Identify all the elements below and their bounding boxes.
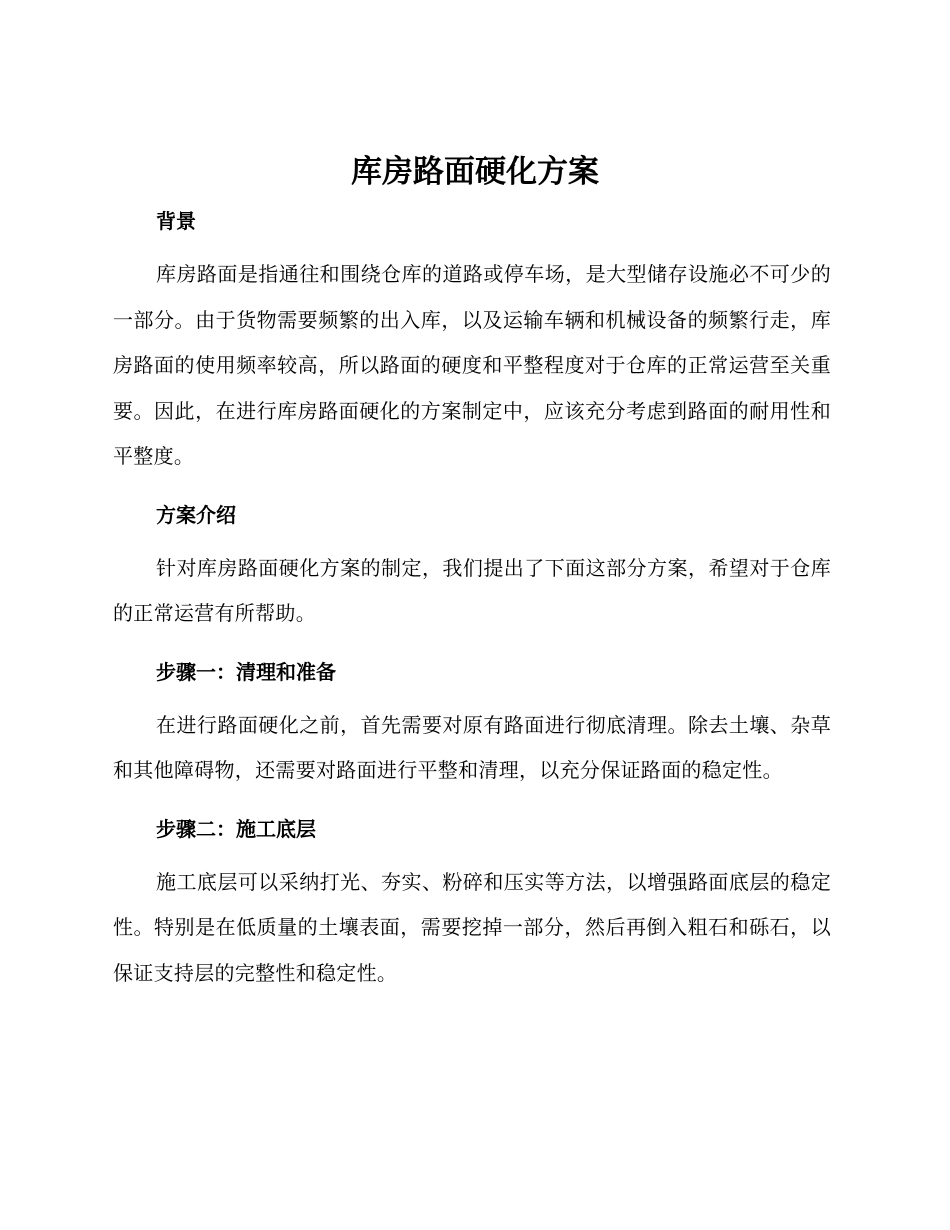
section-heading: 步骤二：施工底层 bbox=[156, 816, 316, 841]
section-paragraph: 库房路面是指通往和围绕仓库的道路或停车场，是大型储存设施必不可少的一部分。由于货物需要频繁的出入库，以及运输车辆和机械设备的频繁行走，库房路面的使用频率较高，所以路面的硬度和平整程度对于仓库的正常运营至关重要。因此，在进行库房路面硬化的方案制定中，应该充分考虑到路面的耐用性和平整度。 bbox=[113, 262, 831, 468]
section-heading: 步骤一：清理和准备 bbox=[156, 659, 336, 684]
section-step-one bbox=[113, 649, 831, 794]
document-title: 库房路面硬化方案 bbox=[351, 154, 599, 190]
section-paragraph: 针对库房路面硬化方案的制定，我们提出了下面这部分方案，希望对于仓库的正常运营有所帮助。 bbox=[113, 555, 831, 625]
document-body bbox=[113, 198, 831, 996]
section-paragraph: 施工底层可以采纳打光、夯实、粉碎和压实等方法，以增强路面底层的稳定性。特别是在低质量的土壤表面，需要挖掉一部分，然后再倒入粗石和砾石，以保证支持层的完整性和稳定性。 bbox=[113, 869, 831, 985]
section-paragraph: 在进行路面硬化之前，首先需要对原有路面进行彻底清理。除去土壤、杂草和其他障碍物，还需要对路面进行平整和清理，以充分保证路面的稳定性。 bbox=[113, 712, 831, 782]
section-plan-intro bbox=[113, 492, 831, 637]
section-heading: 方案介绍 bbox=[156, 502, 236, 527]
section-background bbox=[113, 198, 831, 480]
section-heading: 背景 bbox=[156, 209, 196, 233]
section-step-two bbox=[113, 806, 831, 997]
